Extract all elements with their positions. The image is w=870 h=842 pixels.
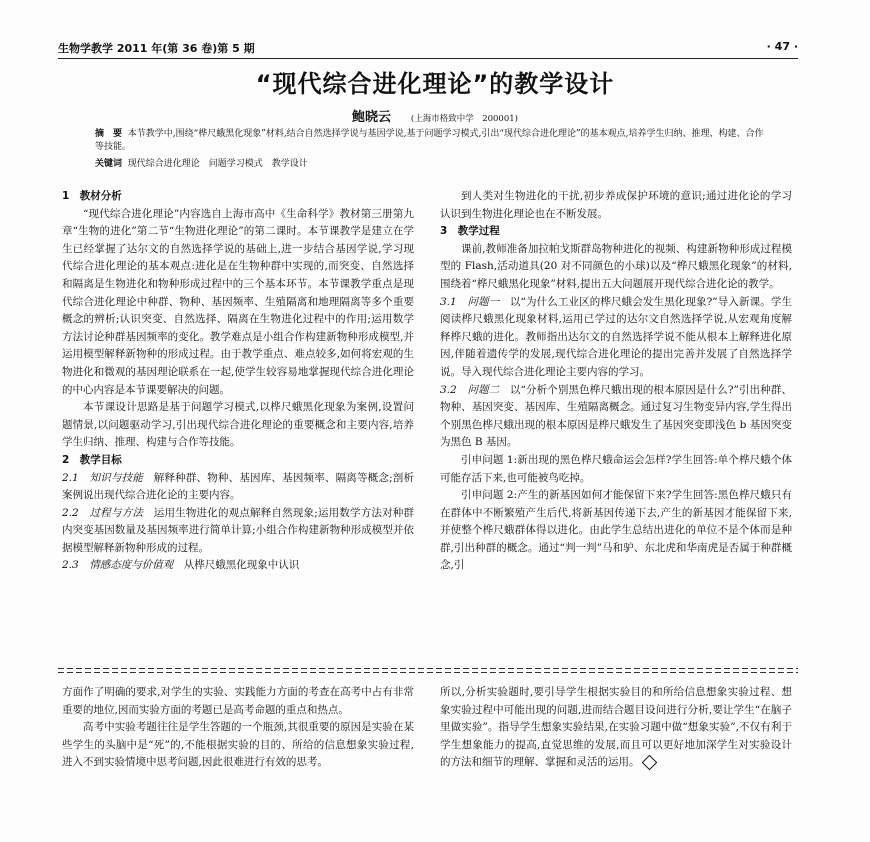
subsection [440,294,792,382]
body-paragraph: “现代综合进化理论”内容选自上海市高中《生命科学》教材第三册第九章“生物的进化”第二节“生物进化理论”的第二课时。本节课教学是建立在学生已经掌握了达尔文的自然选择学说的基础上,进一步结合基因学说,学习现代综合进化理论的基本观点:进化是在生物种群中实现的,而突变、自然选择和隔离是生物进化和物种形成过程中的三个基本环节。本节课教学重点是现代综合进化理论中种群、物种、基因频率、生殖隔离和地理隔离等多个重要概念的辨析;认识突变、自然选择、隔离在生物进化过程中的作用;运用数学方法讨论种群基因频率的变化。教学难点是小组合作构建新物种形成模型,并运用模型解释新物种的形成过程。由于教学重点、难点较多,如何将宏观的生物进化和微观的基因理论联系在一起,使学生较容易地掌握现代综合进化理论的中心内容是本节课要解决的问题。 [62,207,414,396]
body-paragraph: 引申问题 1:新出现的黑色桦尺蛾命运会怎样?学生回答:单个桦尺蛾个体可能存活下来,也可能被鸟吃掉。 [440,453,792,484]
section-separator-2 [58,672,798,673]
subsection [440,382,792,452]
subsection [62,505,414,558]
end-of-article-icon [641,755,657,771]
subsection-label: 3.2 问题二 [440,383,500,396]
abstract-label: 摘 要 [95,129,123,139]
body-paragraph: 引申问题 2:产生的新基因如何才能保留下来?学生回答:黑色桦尺蛾只有在群体中不断繁殖产生后代,将新基因传递下去,产生的新基因才能保留下来,并使整个桦尺蛾群体得以进化。由此学生总结出进化的单位不是个体而是种群,引出种群的概念。通过“判一判”马和驴、东北虎和华南虎是否属于种群概念,引 [440,489,792,572]
running-header [58,38,798,58]
subsection-label: 2.2 过程与方法 [62,506,144,519]
subsection-label: 3.1 问题一 [440,295,500,308]
abstract-text: 本节教学中,围绕“桦尺蛾黑化现象”材料,结合自然选择学说与基因学说,基于问题学习模式,引出“现代综合进化理论”的基本观点,培养学生归纳、推理、构建、合作等技能。 [95,129,764,152]
body-paragraph: 方面作了明确的要求,对学生的实验、实践能力方面的考查在高考中占有非常重要的地位,因而实验方面的考题已是高考命题的重点和热点。 [62,686,414,716]
right-column-bottom [440,684,792,772]
left-column-bottom [62,684,414,772]
section-heading: 2 教学目标 [62,453,122,466]
subsection [62,557,414,575]
body-paragraph: 课前,教师准备加拉帕戈斯群岛物种进化的视频、构建新物种形成过程模型的 Flash,活动道具(20 对不同颜色的小球)以及“桦尺蛾黑化现象”的材料,围绕着“桦尺蛾黑化现象”材料,提出五大问题展开现代综合进化论的教学。 [440,242,792,290]
body-paragraph: 到人类对生物进化的干扰,初步养成保护环境的意识;通过进化论的学习认识到生物进化理论也在不断发展。 [440,190,792,220]
author-line [0,106,870,125]
article-title: “现代综合进化理论”的教学设计 [255,70,615,98]
subsection-text: 从桦尺蛾黑化现象中认识 [183,559,300,572]
subsection-label: 2.1 知识与技能 [62,471,144,484]
body-paragraph: 本节课设计思路是基于问题学习模式,以桦尺蛾黑化现象为案例,设置问题情景,以问题驱动学习,引出现代综合进化理论的重要概念和主要内容,培养学生归纳、推理、构建与合作等技能。 [62,401,414,449]
subsection-text: 以“为什么工业区的桦尺蛾会发生黑化现象?”导入新课。学生阅读桦尺蛾黑化现象材料,运用已学过的达尔文自然选择学说,从宏观角度解释桦尺蛾的进化。教师指出达尔文的自然选择学说不能从根本上解释进化原因,伴随着遗传学的发展,现代综合进化理论的提出完善并发展了自然选择学说。导入现代综合进化理论主要内容的学习。 [440,295,792,378]
body-paragraph: 高考中实验考题往往是学生答题的一个瓶颈,其很重要的原因是实验在某些学生的头脑中是“死”的,不能根据实验的目的、所给的信息想象实验过程,进入不到实验情境中思考问题,因此很难进行有效的思考。 [62,721,414,769]
page-number: · 47 · [766,40,798,53]
keywords-text: 现代综合进化理论 问题学习模式 教学设计 [127,159,308,169]
subsection-text: 运用生物进化的观点解释自然现象;运用数学方法对种群内突变基因数量及基因频率进行简单计算;小组合作构建新物种形成模型并依据模型解释新物种形成的过程。 [62,506,415,554]
journal-name: 生物学教学 2011 年(第 36 卷)第 5 期 [58,42,255,55]
abstract [95,128,765,154]
section-separator [58,668,798,669]
subsection-text: 解释种群、物种、基因库、基因频率、隔离等概念;剖析案例说出现代综合进化论的主要内容。 [62,471,415,502]
left-column-top [62,188,414,575]
header-rule [58,58,798,59]
keywords-label: 关键词 [95,159,123,169]
author-affiliation: (上海市格致中学 200001) [410,114,518,124]
author-name: 鲍晓云 [352,110,392,125]
body-paragraph: 所以,分析实验题时,要引导学生根据实验目的和所给信息想象实验过程、想象实验过程中可能出现的问题,进而结合题目设问进行分析,要让学生“在脑子里做实验”。指导学生想象实验结果,在实验习题中做“想象实验”,不仅有利于学生想象能力的提高,直觉思维的发展,而且可以更好地加深学生对实验设计的方法和细节的理解、掌握和灵活的运用。 [440,686,792,769]
subsection-text: 以“分析个别黑色桦尺蛾出现的根本原因是什么?”引出种群、物种、基因突变、基因库、生殖隔离概念。通过复习生物变异内容,学生得出个别黑色桦尺蛾出现的根本原因是桦尺蛾发生了基因突变即浅色 b 基因突变为黑色 B 基因。 [440,383,792,449]
subsection [62,470,414,505]
subsection-label: 2.3 情感态度与价值观 [62,559,174,572]
section-heading: 3 教学过程 [440,225,500,238]
right-column-top [440,188,792,575]
section-heading: 1 教材分析 [62,190,122,202]
keywords [95,156,765,169]
